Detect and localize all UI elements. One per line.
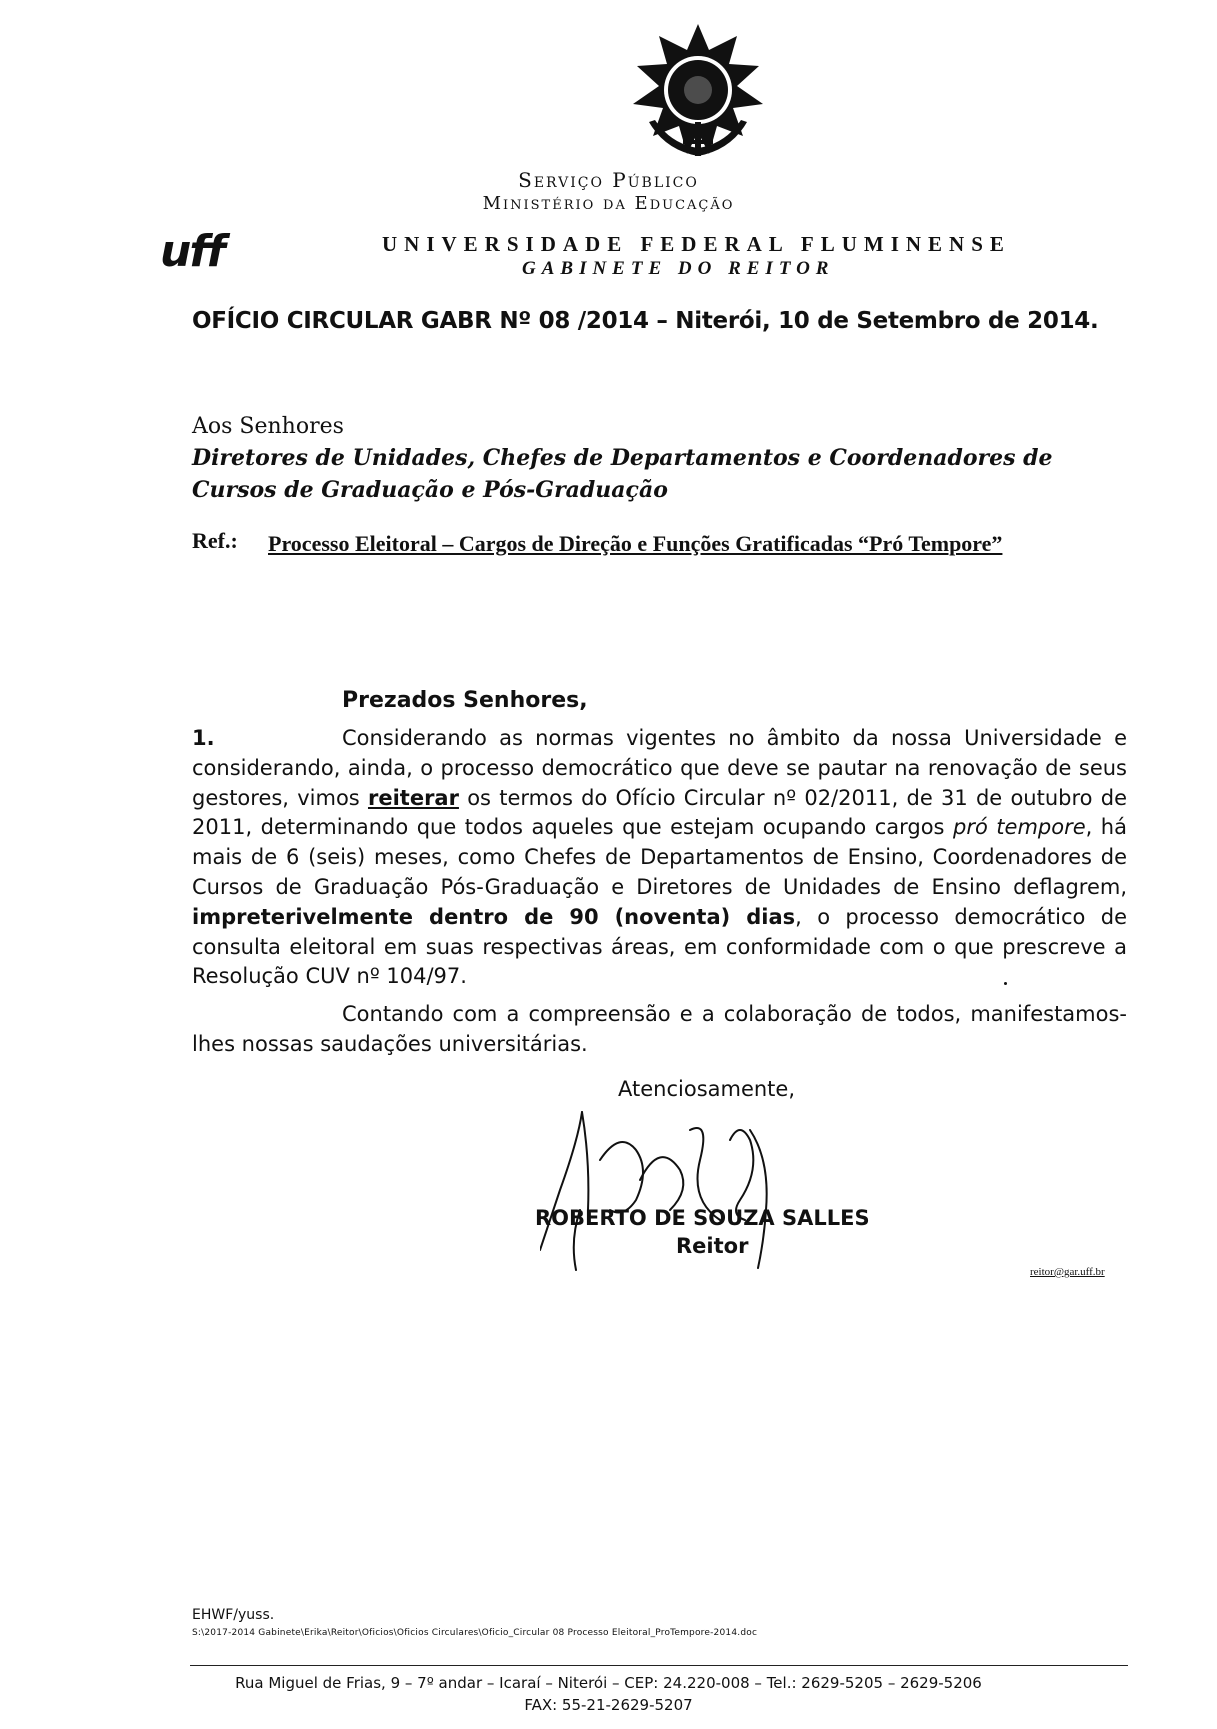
paragraph-text: , há mais de 6 (seis) meses, como Chefes de Departamentos de Ensino, Coordenadores de Cursos de Graduação Pós-Graduação e Diretores de Unidades de Ensino deflagrem,	[192, 815, 1127, 899]
paragraph-text: os termos do Ofício Circular nº 02/2011, de 31 de outubro de 2011, determinando que todos aqueles que estejam ocupando cargos	[192, 785, 1127, 840]
scan-speck	[1004, 982, 1007, 985]
university-name: UNIVERSIDADE FEDERAL FLUMINENSE	[382, 232, 1011, 256]
handwritten-signature	[540, 1100, 810, 1280]
document-title: OFÍCIO CIRCULAR GABR Nº 08 /2014 – Niterói, 10 de Setembro de 2014.	[192, 308, 1099, 334]
greeting: Aos Senhores	[192, 414, 344, 439]
closing-regards: Atenciosamente,	[618, 1077, 796, 1101]
typist-initials: EHWF/yuss.	[192, 1607, 275, 1623]
salutation: Prezados Senhores,	[342, 688, 588, 713]
reference-text: Processo Eleitoral – Cargos de Direção e Funções Gratificadas “Pró Tempore”	[268, 531, 1003, 556]
emphasis-reiterar: reiterar	[367, 785, 459, 810]
coat-of-arms-seal	[625, 22, 771, 168]
paragraph-text: , o processo democrático de consulta eleitoral em suas respectivas áreas, em conformidade com o que prescreve a Resolução CUV nº 104/97.	[192, 904, 1127, 989]
paragraph-text: Considerando as normas vigentes no âmbito da nossa Universidade e considerando, ainda, o processo democrático que deve se pautar na renovação de seus gestores, vimos	[192, 726, 1127, 810]
reference-label: Ref.:	[192, 528, 238, 553]
emphasis-deadline: impreterivelmente dentro de 90 (noventa) dias	[192, 904, 796, 929]
signer-name: ROBERTO DE SOUZA SALLES	[535, 1206, 870, 1230]
footer-address: Rua Miguel de Frias, 9 – 7º andar – Icaraí – Niterói – CEP: 24.220-008 – Tel.: 2629-5205 – 2629-5206	[235, 1674, 982, 1692]
ministry-heading: Ministério da Educação	[482, 193, 735, 214]
signer-role: Reitor	[676, 1234, 749, 1258]
footer-fax: FAX: 55-21-2629-5207	[524, 1696, 693, 1714]
body-paragraph-1	[192, 724, 1127, 992]
cabinet-name: GABINETE DO REITOR	[522, 258, 835, 279]
body-paragraph-2: Contando com a compreensão e a colaboração de todos, manifestamos-lhes nossas saudações universitárias.	[192, 1002, 1127, 1056]
emphasis-pro-tempore: pró tempore	[952, 815, 1086, 840]
paragraph-number: 1.	[192, 726, 215, 750]
footer-divider	[190, 1665, 1128, 1666]
uff-logo: uff	[160, 226, 224, 277]
service-heading: Serviço Público	[518, 168, 699, 192]
file-path: S:\2017-2014 Gabinete\Erika\Reitor\Oficios\Oficios Circulares\Oficio_Circular 08 Processo Eleitoral_ProTempore-2014.doc	[192, 1628, 758, 1638]
addressees: Diretores de Unidades, Chefes de Departamentos e Coordenadores de Cursos de Graduação e Pós-Graduação	[192, 445, 1053, 503]
email-address: reitor@gar.uff.br	[1030, 1266, 1105, 1278]
